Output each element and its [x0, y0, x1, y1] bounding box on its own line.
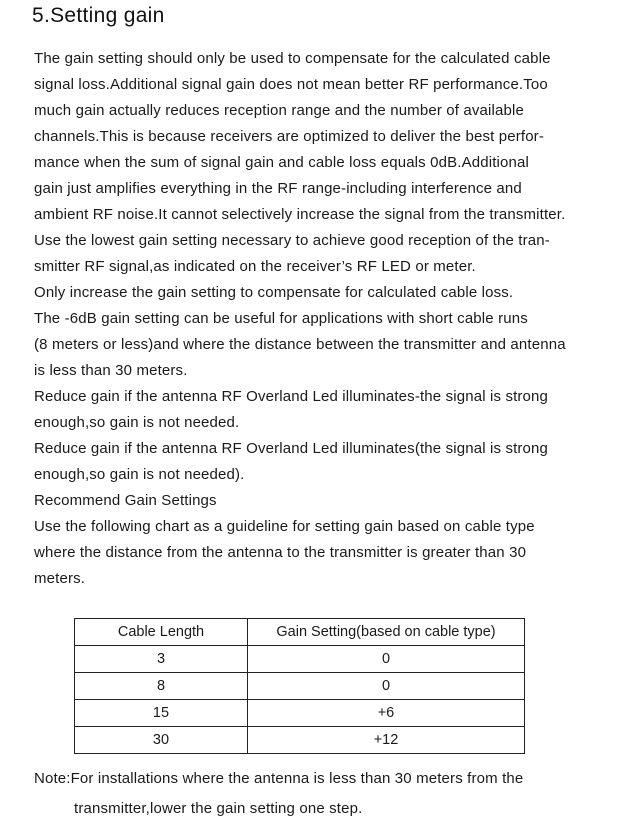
text-line: enough,so gain is not needed).	[34, 466, 245, 483]
cable-length-cell: 15	[75, 700, 248, 727]
cable-length-cell: 30	[75, 727, 248, 754]
column-header-gain-setting: Gain Setting(based on cable type)	[248, 619, 525, 646]
text-line: Use the following chart as a guideline for setting gain based on cable type	[34, 518, 535, 535]
text-line: much gain actually reduces reception range and the number of available	[34, 102, 524, 119]
text-line: channels.This is because receivers are optimized to deliver the best perfor-	[34, 128, 544, 145]
table-row	[75, 646, 525, 673]
section-title: 5.Setting gain	[32, 4, 165, 27]
note-line-1: Note:For installations where the antenna is less than 30 meters from the	[34, 770, 524, 787]
text-line: enough,so gain is not needed.	[34, 414, 240, 431]
text-line: is less than 30 meters.	[34, 362, 188, 379]
text-line: (8 meters or less)and where the distance between the transmitter and antenna	[34, 336, 566, 353]
text-line: Only increase the gain setting to compensate for calculated cable loss.	[34, 284, 514, 301]
gain-setting-cell: +6	[248, 700, 525, 727]
table-row	[75, 673, 525, 700]
text-line: Reduce gain if the antenna RF Overland Led illuminates(the signal is strong	[34, 440, 549, 457]
gain-settings-table	[74, 618, 525, 754]
text-line: Reduce gain if the antenna RF Overland Led illuminates-the signal is strong	[34, 388, 549, 405]
text-line: meters.	[34, 570, 86, 587]
note-line-2: transmitter,lower the gain setting one step.	[74, 800, 363, 817]
table-row	[75, 700, 525, 727]
column-header-cable-length: Cable Length	[75, 619, 248, 646]
text-line: The gain setting should only be used to compensate for the calculated cable	[34, 50, 551, 67]
cable-length-cell: 8	[75, 673, 248, 700]
text-line: The -6dB gain setting can be useful for applications with short cable runs	[34, 310, 528, 327]
gain-setting-cell: 0	[248, 673, 525, 700]
text-line: gain just amplifies everything in the RF range-including interference and	[34, 180, 522, 197]
gain-setting-cell: +12	[248, 727, 525, 754]
table-row	[75, 727, 525, 754]
gain-setting-cell: 0	[248, 646, 525, 673]
cable-length-cell: 3	[75, 646, 248, 673]
text-line: mance when the sum of signal gain and cable loss equals 0dB.Additional	[34, 154, 529, 171]
text-line: signal loss.Additional signal gain does not mean better RF performance.Too	[34, 76, 548, 93]
subheading-recommend-gain: Recommend Gain Settings	[34, 492, 217, 509]
text-line: Use the lowest gain setting necessary to achieve good reception of the tran-	[34, 232, 550, 249]
body-text	[34, 46, 614, 592]
text-line: ambient RF noise.It cannot selectively increase the signal from the transmitter.	[34, 206, 566, 223]
table-header-row	[75, 619, 525, 646]
text-line: smitter RF signal,as indicated on the receiver’s RF LED or meter.	[34, 258, 476, 275]
text-line: where the distance from the antenna to the transmitter is greater than 30	[34, 544, 527, 561]
